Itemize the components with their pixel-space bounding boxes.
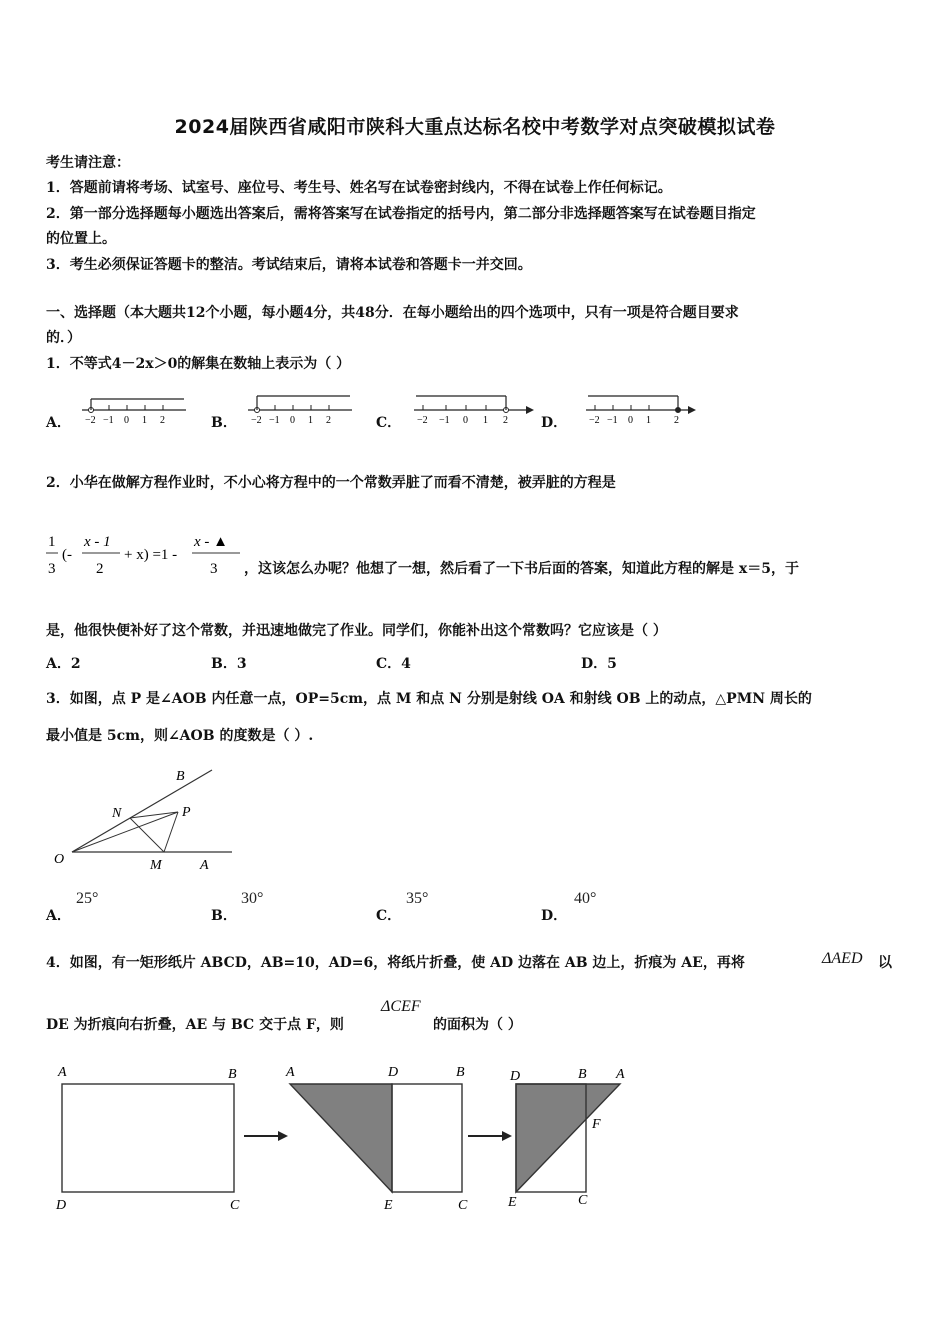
tick-label: −2	[251, 415, 262, 426]
q4-stem: 4．如图，有一矩形纸片 ABCD，AB=10，AD=6，将纸片折叠，使 AD 边落在 AB 边上，折痕为 AE，再将	[46, 955, 745, 971]
q2-stem: 2．小华在做解方程作业时，不小心将方程中的一个常数弄脏了而看不清楚，被弄脏的方程是	[46, 475, 616, 491]
fig2-label-c: C	[458, 1198, 468, 1213]
q4-fold-figures	[50, 1060, 640, 1220]
fig3-label-b: B	[578, 1067, 587, 1082]
tick-label: −1	[607, 415, 618, 426]
eq-open: (-	[62, 547, 72, 563]
q3-option-c-value: 35°	[406, 890, 429, 907]
q1-stem: 1．不等式4－2x＞0的解集在数轴上表示为（ ）	[46, 356, 351, 372]
fig3-label-e: E	[508, 1195, 517, 1210]
q3-label-p: P	[182, 805, 191, 820]
tick-label: 1	[646, 415, 651, 426]
fig2-label-d: D	[388, 1065, 399, 1080]
eq-d2: 2	[96, 561, 104, 577]
section-heading: 一、选择题（本大题共12个小题，每小题4分，共48分．在每小题给出的四个选项中，只有一项是符合题目要求	[46, 305, 739, 321]
q2-stem-cont-2: 是，他很快便补好了这个常数，并迅速地做完了作业。同学们，你能补出这个常数吗？它应该是（ ）	[46, 623, 667, 639]
fig1-label-d: D	[56, 1198, 67, 1213]
tick-label: −1	[269, 415, 280, 426]
q1-option-a-label: A．	[46, 415, 71, 431]
q3-label-m: M	[150, 858, 162, 873]
eq-mid: + x) =1 -	[124, 547, 178, 563]
q3-stem: 3．如图，点 P 是∠AOB 内任意一点，OP=5cm，点 M 和点 N 分别是射线 OA 和射线 OB 上的动点，△PMN 周长的	[46, 691, 812, 707]
q1-numberline-a	[76, 384, 196, 428]
q3-label-n: N	[112, 806, 122, 821]
fig3-label-c: C	[578, 1193, 588, 1208]
q1-numberline-c	[408, 384, 538, 428]
fig2-label-a: A	[286, 1065, 295, 1080]
q3-option-a-value: 25°	[76, 890, 99, 907]
q1-numberline-d	[580, 384, 700, 428]
fig3-label-a: A	[616, 1067, 625, 1082]
fig2-label-b: B	[456, 1065, 465, 1080]
notice-item-2-cont: 的位置上。	[46, 231, 116, 247]
q3-option-b-label: B．	[211, 908, 237, 924]
q4-triangle-cef: ΔCEF	[381, 998, 421, 1015]
eq-d1: 3	[48, 561, 56, 577]
rectangle-abcd	[62, 1084, 234, 1192]
fig1-label-c: C	[230, 1198, 240, 1213]
q1-option-d-label: D．	[541, 415, 568, 431]
q4-stem-end: 以	[878, 955, 892, 971]
tick-label: 0	[124, 415, 129, 426]
q2-option-d: D．5	[581, 656, 617, 672]
q3-stem-cont: 最小值是 5cm，则∠AOB 的度数是（ ）.	[46, 728, 314, 744]
q1-numberline-b	[242, 384, 362, 428]
q1-option-c-label: C．	[376, 415, 402, 431]
fig1-label-a: A	[58, 1065, 67, 1080]
q3-label-o: O	[54, 852, 65, 867]
q3-option-d-value: 40°	[574, 890, 597, 907]
q3-label-a: A	[200, 858, 209, 873]
notice-item-2: 2．第一部分选择题每小题选出答案后，需将答案写在试卷指定的括号内，第二部分非选择题答案写在试卷题目指定	[46, 206, 756, 222]
tick-label: 2	[160, 415, 165, 426]
q4-stem-cont-end: 的面积为（ ）	[433, 1017, 522, 1033]
notice-heading: 考生请注意：	[46, 155, 130, 171]
tick-label: 2	[326, 415, 331, 426]
eq-n3: x - ▲	[194, 534, 228, 550]
q3-angle-figure	[48, 760, 248, 880]
q2-stem-cont-1: ，这该怎么办呢？他想了一想，然后看了一下书后面的答案，知道此方程的解是 x＝5，于	[244, 561, 799, 577]
q4-triangle-aed: ΔAED	[822, 950, 863, 967]
fig1-label-b: B	[228, 1067, 237, 1082]
q2-option-a: A．2	[46, 656, 81, 672]
notice-item-1: 1．答题前请将考场、试室号、座位号、考生号、姓名写在试卷密封线内，不得在试卷上作任何标记。	[46, 180, 672, 196]
tick-label: 2	[674, 415, 679, 426]
q3-option-d-label: D．	[541, 908, 568, 924]
fig2-label-e: E	[384, 1198, 393, 1213]
tick-label: 1	[142, 415, 147, 426]
q2-equation	[44, 528, 254, 582]
tick-label: 2	[503, 415, 508, 426]
tick-label: −2	[85, 415, 96, 426]
fig3-label-d: D	[510, 1069, 521, 1084]
q3-label-b: B	[176, 769, 185, 784]
tick-label: 1	[308, 415, 313, 426]
tick-label: −2	[417, 415, 428, 426]
tick-label: −1	[103, 415, 114, 426]
tick-label: −1	[439, 415, 450, 426]
fig3-label-f: F	[592, 1117, 601, 1132]
tick-label: 0	[463, 415, 468, 426]
q2-option-b: B．3	[211, 656, 247, 672]
eq-d3: 3	[210, 561, 218, 577]
tick-label: 0	[290, 415, 295, 426]
eq-n1: 1	[48, 534, 56, 550]
notice-item-3: 3．考生必须保证答题卡的整洁。考试结束后，请将本试卷和答题卡一并交回。	[46, 257, 532, 273]
tick-label: 0	[628, 415, 633, 426]
page-title: 2024届陕西省咸阳市陕科大重点达标名校中考数学对点突破模拟试卷	[174, 116, 776, 138]
tick-label: −2	[589, 415, 600, 426]
tick-label: 1	[483, 415, 488, 426]
eq-n2: x - 1	[84, 534, 111, 550]
q4-stem-cont: DE 为折痕向右折叠，AE 与 BC 交于点 F，则	[46, 1017, 344, 1033]
q3-option-a-label: A．	[46, 908, 71, 924]
q1-option-b-label: B．	[211, 415, 237, 431]
q2-option-c: C．4	[376, 656, 411, 672]
shaded-triangle	[290, 1084, 392, 1192]
q3-option-c-label: C．	[376, 908, 402, 924]
q3-option-b-value: 30°	[241, 890, 264, 907]
shaded-triangle	[516, 1084, 620, 1192]
section-heading-cont: 的．）	[46, 330, 81, 346]
